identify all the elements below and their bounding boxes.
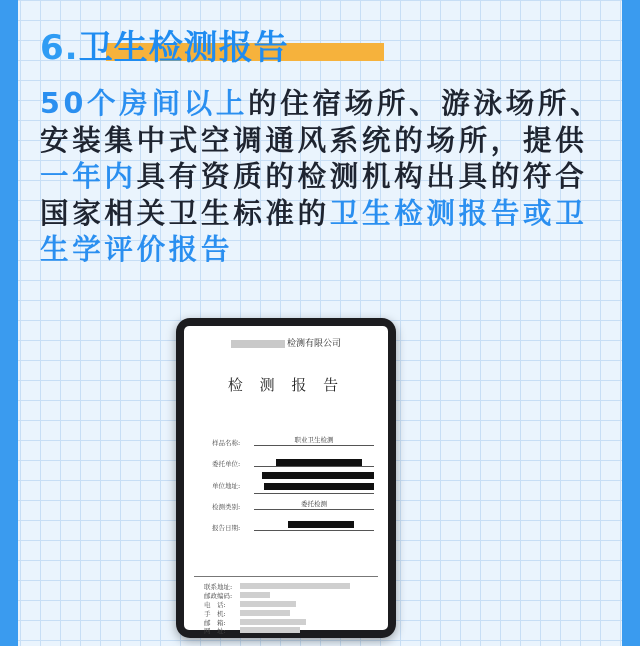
blurred-phone [240, 601, 296, 607]
sample-label: 样品名称: [212, 439, 241, 447]
paragraph-text-2: 具有资质的检测机构出具的符合国家相关卫生标准的 [40, 160, 588, 230]
blurred-email [240, 619, 306, 625]
requirement-paragraph [40, 86, 604, 269]
client-label: 委托单位: [212, 460, 241, 468]
tablet-device [176, 318, 396, 638]
contact-address-label: 联系地址: [204, 583, 233, 591]
redacted-address-line-1 [262, 472, 374, 479]
report-company [184, 336, 388, 349]
highlight-report-type: 卫生检测报告或卫生学评价报告 [40, 196, 588, 267]
redacted-date [288, 521, 354, 528]
redacted-client [276, 459, 362, 466]
address-label: 单位地址: [212, 482, 241, 490]
heading-number: 6. [40, 28, 79, 68]
address-line [254, 483, 374, 494]
paragraph-text-1: 的住宿场所、游泳场所、安装集中式空调通风系统的场所，提供 [40, 87, 603, 157]
heading-title: 卫生检测报告 [78, 28, 289, 68]
highlight-one-year: 一年内 [40, 160, 137, 194]
left-frame-border [0, 0, 18, 646]
blurred-postcode [240, 592, 270, 598]
company-suffix: 检测有限公司 [286, 339, 341, 349]
heading-text [40, 20, 289, 69]
type-label: 检测类别: [212, 503, 241, 511]
sample-value: 职业卫生检测 [254, 435, 374, 446]
right-frame-border [622, 0, 640, 646]
type-value: 委托检测 [254, 499, 374, 510]
blurred-website [240, 627, 300, 633]
report-title: 检 测 报 告 [227, 376, 345, 394]
contact-phone-label: 电 话: [204, 601, 226, 609]
contact-postcode-label: 邮政编码: [204, 592, 233, 600]
contact-mobile-label: 手 机: [204, 610, 226, 618]
date-label: 报告日期: [212, 524, 241, 532]
report-document [184, 326, 388, 635]
contact-divider [194, 576, 378, 577]
highlight-room-count: 50个房间以上 [40, 87, 249, 120]
blurred-address [240, 583, 350, 589]
blurred-company-name [231, 340, 285, 348]
contact-website-label: 网 址: [204, 627, 226, 635]
contact-email-label: 邮 箱: [204, 619, 226, 627]
blurred-mobile [240, 610, 290, 616]
